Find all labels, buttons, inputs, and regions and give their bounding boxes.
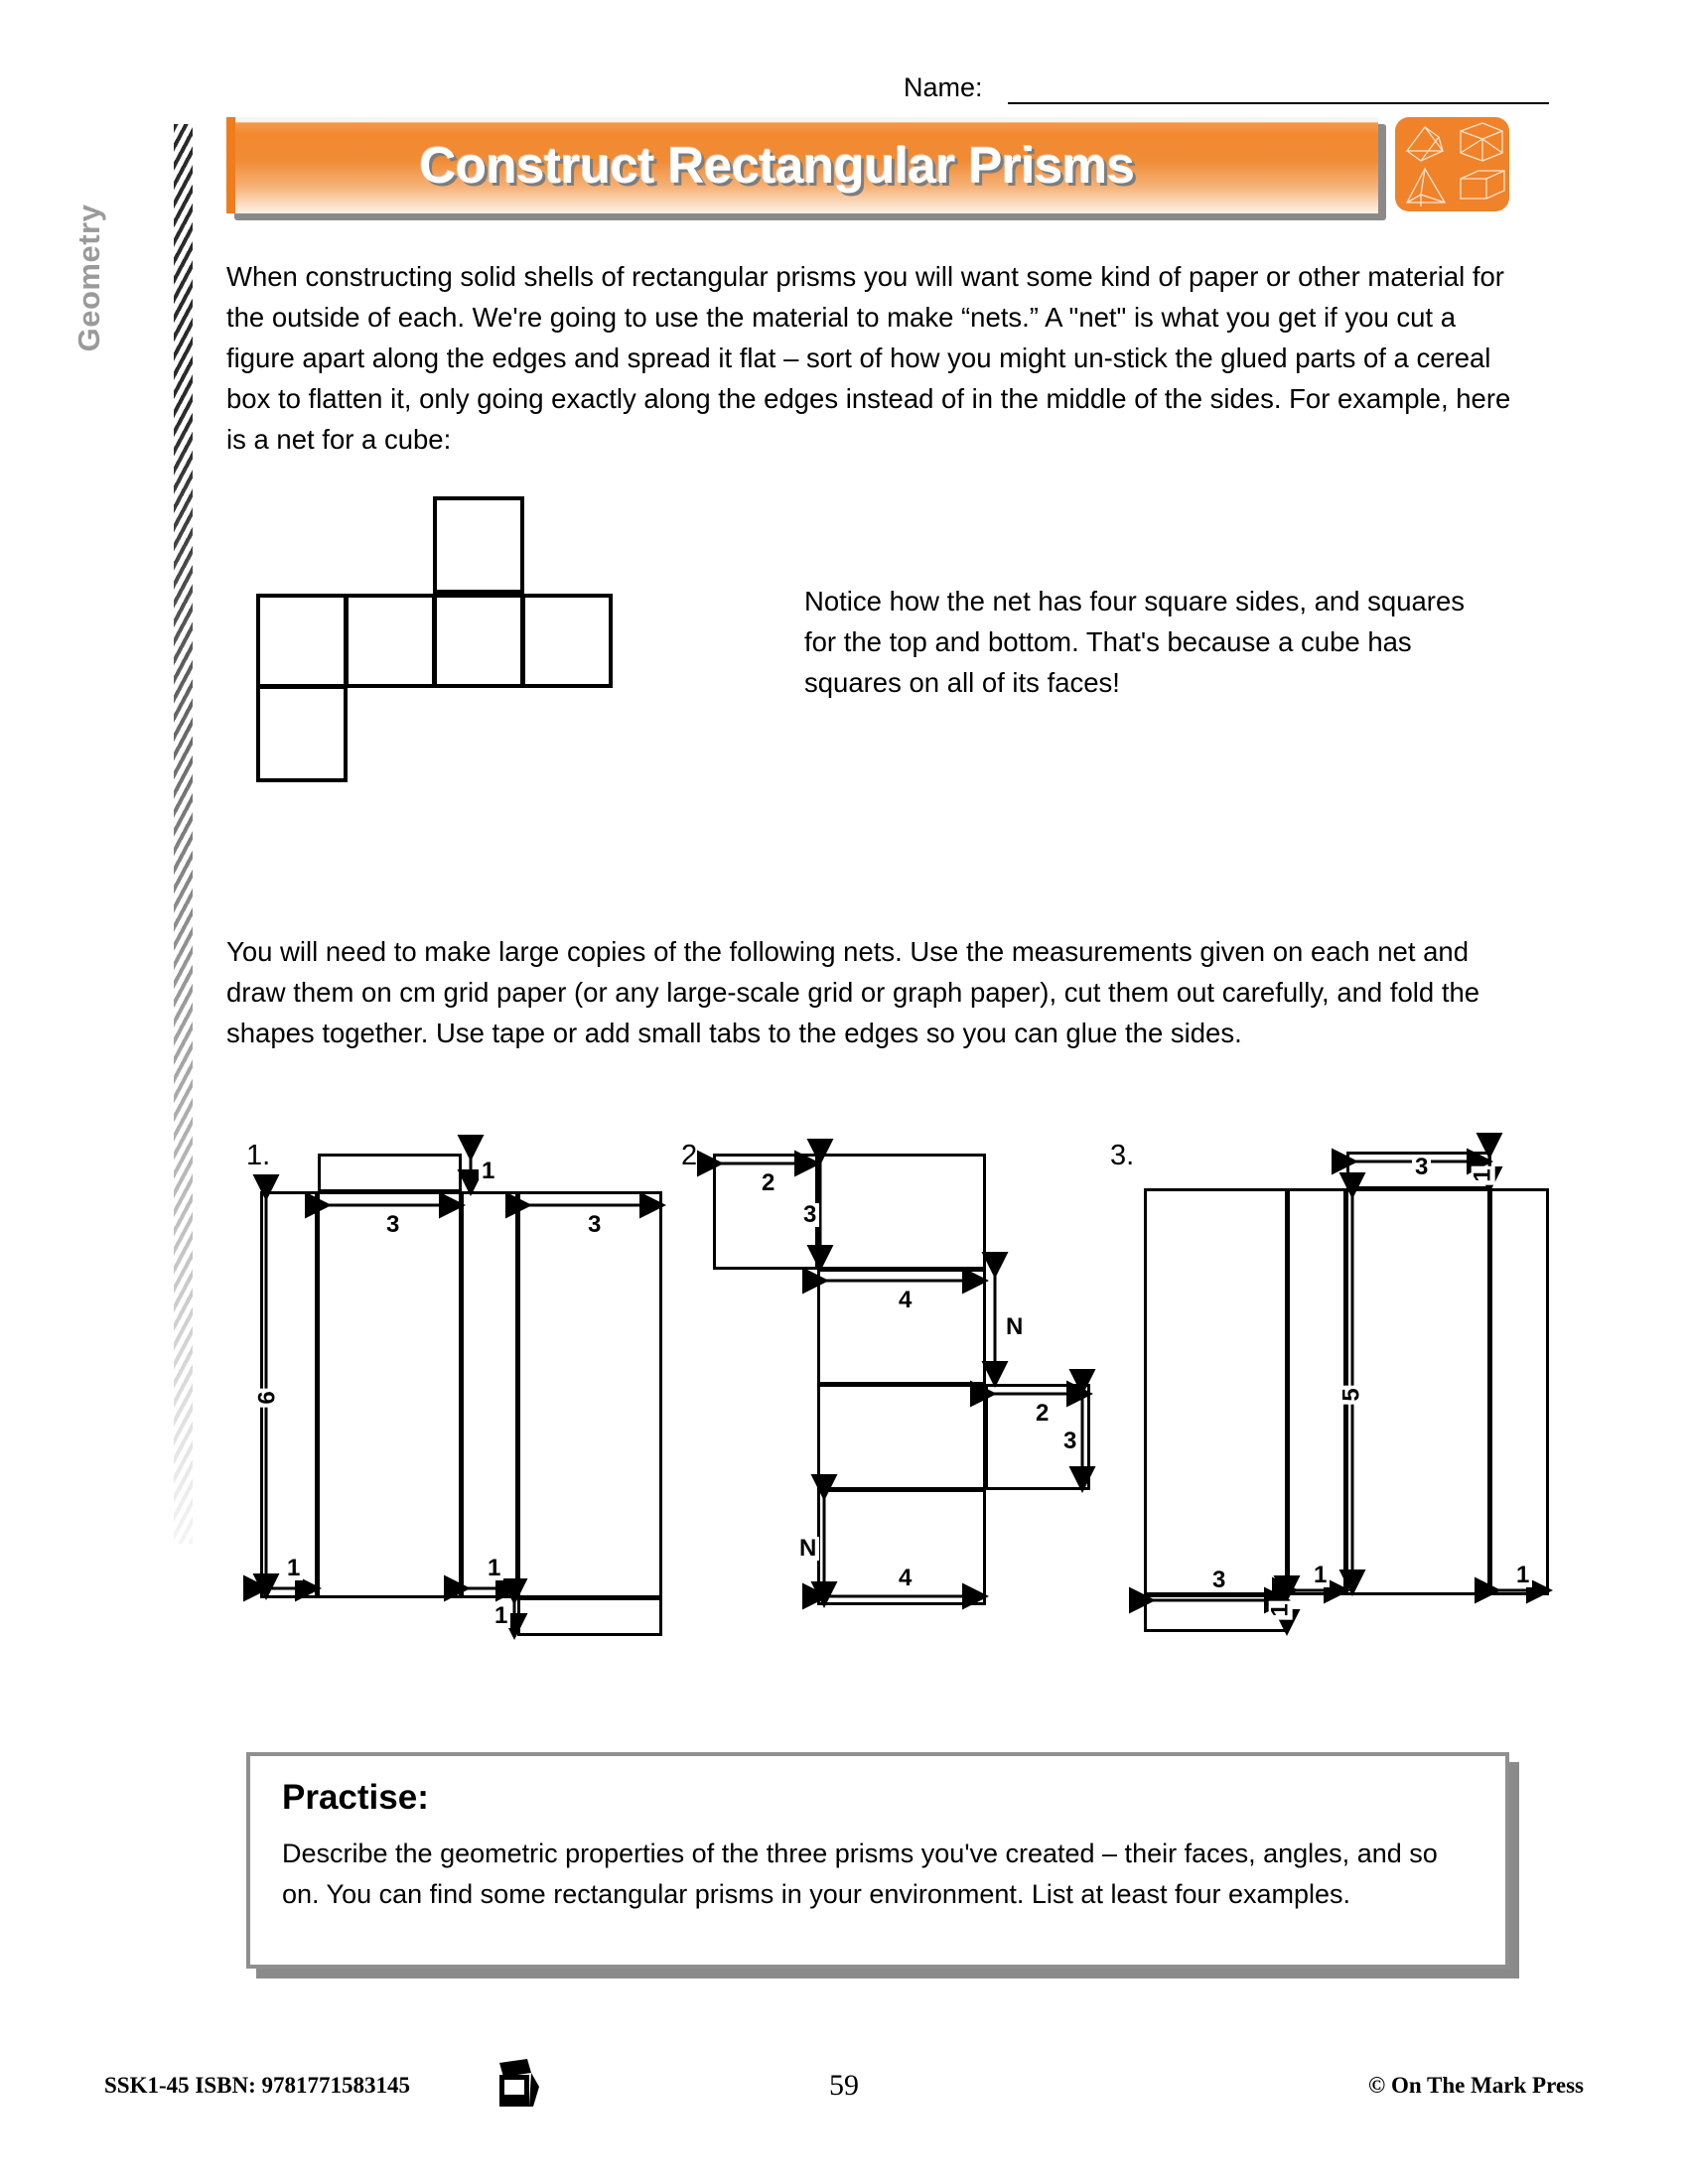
net-2-dim-hN-top: N	[1003, 1315, 1026, 1339]
cube-net-note: Notice how the net has four square sides, and squares for the top and bottom. That's because a cube has squares on all of its faces!	[804, 586, 1465, 698]
footer-copyright: © On The Mark Press	[1368, 2073, 1584, 2098]
net-3-number: 3.	[1110, 1140, 1135, 1171]
intro-paragraph: When constructing solid shells of rectangular prisms you will want some kind of paper or other material for the outside of each. We're going to use the material to make “nets.” A "net" is what you get if you cut a figure apart along the edges and spread it flat – sort of how you might un-stick the glued parts of a cereal box to flatten it, only going exactly along the edges instead of in the middle of the sides. For example, here is a net for a cube:	[226, 261, 1511, 455]
net-2-dim-h3: 3	[1060, 1430, 1079, 1453]
net-1-dim-tab-mid: 1	[485, 1557, 503, 1580]
net-2-dim-w2: 4	[896, 1289, 914, 1312]
cube-net-square-bottom	[256, 685, 348, 782]
net-3-diagram	[1112, 1142, 1559, 1698]
net-1-dim-height: 6	[256, 1388, 280, 1407]
cube-net-square-r1c1	[256, 594, 348, 688]
net-3-dimension-arrows	[1112, 1142, 1559, 1698]
footer-isbn: SSK1-45 ISBN: 9781771583145	[104, 2073, 410, 2098]
net-1-dimension-arrows	[248, 1142, 675, 1698]
page-footer	[0, 2065, 1688, 2115]
net-3-dim-bot-w: 3	[1209, 1569, 1228, 1592]
footer-page-number: 59	[829, 2069, 859, 2102]
net-2-dim-w4: 4	[896, 1567, 914, 1590]
cube-net-square-r1c2	[345, 594, 436, 688]
net-3-dim-gap1: 1	[1311, 1564, 1330, 1587]
net-2-dim-hN-bottom: N	[796, 1537, 819, 1561]
cube-net-square-r1c3	[433, 594, 524, 688]
cube-net-square-top	[433, 496, 524, 594]
3d-solids-icon	[1395, 117, 1509, 211]
net-1-dim-tab-bot: 1	[492, 1604, 510, 1628]
name-write-line[interactable]	[1008, 102, 1549, 104]
title-banner	[226, 117, 1378, 213]
net-1-number: 1.	[246, 1140, 271, 1171]
name-label: Name:	[904, 72, 983, 102]
net-1-dim-face-b: 3	[585, 1213, 604, 1237]
net-2-dim-h1: 3	[800, 1203, 819, 1227]
practise-title: Practise:	[282, 1778, 429, 1817]
cube-net-diagram	[256, 496, 753, 864]
practise-box	[246, 1752, 1509, 1969]
net-2-number: 2.	[681, 1140, 706, 1171]
net-3-dim-top-h: 1	[1472, 1165, 1495, 1184]
net-3-dim-top-w: 3	[1412, 1156, 1431, 1179]
cube-net-square-r1c4	[521, 594, 613, 688]
net-1-diagram	[248, 1142, 675, 1698]
subject-tab-label: Geometry	[71, 204, 106, 352]
net-2-dim-w1: 2	[759, 1171, 777, 1195]
net-2-diagram	[685, 1142, 1112, 1698]
net-1-dim-face-a: 3	[383, 1213, 402, 1237]
net-1-dim-tab-top: 1	[479, 1160, 497, 1183]
net-2-dim-w3: 2	[1033, 1402, 1052, 1426]
decorative-hatch-stripe	[174, 124, 193, 1544]
instructions-paragraph: You will need to make large copies of the following nets. Use the measurements given on each net and draw them on cm grid paper (or any large-scale grid or graph paper), cut them out carefully, and fold the shapes together. Use tape or add small tabs to the edges so you can glue the sides.	[226, 936, 1480, 1048]
net-3-dim-gap2: 1	[1513, 1564, 1532, 1587]
practise-text: Describe the geometric properties of the three prisms you've created – their faces, angles, and so on. You can find some rectangular prisms in your environment. List at least four examples.	[282, 1839, 1438, 1909]
net-1-dim-tab-left: 1	[284, 1557, 303, 1580]
page-title: Construct Rectangular Prisms	[419, 137, 1135, 194]
name-row	[904, 72, 1549, 108]
net-3-dim-height: 5	[1340, 1385, 1364, 1404]
net-3-dim-bot-h: 1	[1269, 1600, 1293, 1619]
